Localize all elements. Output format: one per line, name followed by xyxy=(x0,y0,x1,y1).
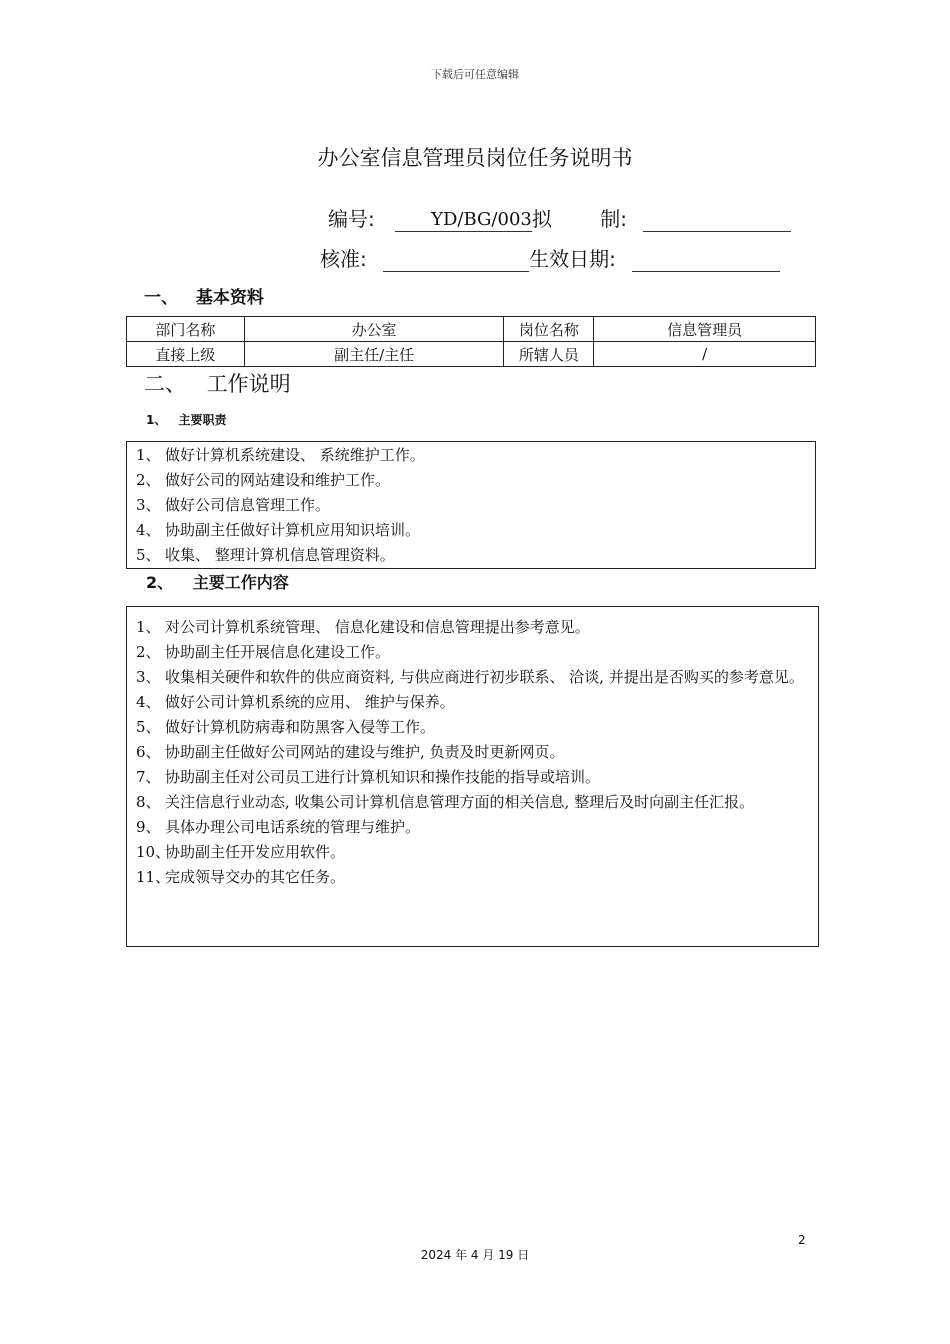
header-note: 下载后可任意编辑 xyxy=(431,68,519,81)
section2-number: 二、 xyxy=(144,372,186,396)
list-item-number: 11、 xyxy=(136,868,171,886)
approve-label: 核准: xyxy=(320,247,367,271)
list-item-number: 5、 xyxy=(136,546,161,564)
list-item-text: 具体办理公司电话系统的管理与维护。 xyxy=(165,818,421,836)
list-item xyxy=(127,518,815,543)
list-item-text: 做好公司计算机系统的应用、 维护与保养。 xyxy=(165,693,455,711)
list-item xyxy=(127,615,810,640)
section1-title: 基本资料 xyxy=(195,288,264,308)
document-title: 办公室信息管理员岗位任务说明书 xyxy=(317,146,633,170)
list-item xyxy=(127,765,810,790)
list-item xyxy=(127,493,815,518)
duties-number: 1、 xyxy=(146,413,167,427)
draft-label: 拟 xyxy=(531,207,552,231)
list-item-number: 1、 xyxy=(136,618,161,636)
list-item-number: 2、 xyxy=(136,471,161,489)
code-underline-lead xyxy=(395,209,431,232)
list-item-text: 做好公司信息管理工作。 xyxy=(165,496,331,514)
list-item xyxy=(127,740,810,765)
list-item-text: 协助副主任做好计算机应用知识培训。 xyxy=(165,521,421,539)
table-cell: 信息管理员 xyxy=(594,317,816,342)
approve-underline xyxy=(383,249,529,272)
list-item xyxy=(127,790,810,815)
contents-number: 2、 xyxy=(146,573,174,592)
section2-heading xyxy=(144,368,291,398)
draft-underline xyxy=(643,209,791,232)
list-item-text: 关注信息行业动态, 收集公司计算机信息管理方面的相关信息, 整理后及时向副主任汇报。 xyxy=(165,793,755,811)
list-item-number: 2、 xyxy=(136,643,161,661)
effective-label: 生效日期: xyxy=(529,247,616,271)
table-cell: 办公室 xyxy=(244,317,504,342)
list-item xyxy=(127,443,815,468)
table-cell: 所辖人员 xyxy=(504,342,594,367)
meta-approve-row xyxy=(320,243,780,272)
page-number: 2 xyxy=(798,1233,806,1247)
table-cell: 部门名称 xyxy=(127,317,245,342)
list-item-number: 8、 xyxy=(136,793,161,811)
duties-title: 主要职责 xyxy=(178,413,227,427)
basic-info-table xyxy=(126,316,816,367)
list-item xyxy=(127,468,815,493)
section1-heading xyxy=(144,283,264,308)
list-item xyxy=(127,715,810,740)
list-item-number: 1、 xyxy=(136,446,161,464)
contents-title: 主要工作内容 xyxy=(192,573,289,592)
list-item-number: 7、 xyxy=(136,768,161,786)
list-item-text: 收集相关硬件和软件的供应商资料, 与供应商进行初步联系、 洽谈, 并提出是否购买的参考意见。 xyxy=(165,668,804,686)
code-label: 编号: xyxy=(328,207,375,231)
list-item-number: 9、 xyxy=(136,818,161,836)
list-item-number: 4、 xyxy=(136,521,161,539)
list-item-text: 协助副主任对公司员工进行计算机知识和操作技能的指导或培训。 xyxy=(165,768,601,786)
list-item-number: 4、 xyxy=(136,693,161,711)
section1-number: 一、 xyxy=(144,288,178,308)
table-cell: 直接上级 xyxy=(127,342,245,367)
list-item xyxy=(127,840,810,865)
section2-title: 工作说明 xyxy=(206,372,291,396)
footer-date: 2024 年 4 月 19 日 xyxy=(420,1248,530,1262)
list-item xyxy=(127,690,810,715)
list-item-number: 3、 xyxy=(136,496,161,514)
list-item xyxy=(127,865,810,890)
list-item-number: 6、 xyxy=(136,743,161,761)
list-item-text: 做好计算机系统建设、 系统维护工作。 xyxy=(165,446,425,464)
list-item-number: 10、 xyxy=(136,843,171,861)
list-item-number: 5、 xyxy=(136,718,161,736)
code-value: YD/BG/003 xyxy=(431,209,532,230)
list-item-text: 对公司计算机系统管理、 信息化建设和信息管理提出参考意见。 xyxy=(165,618,590,636)
list-item-text: 协助副主任开展信息化建设工作。 xyxy=(165,643,391,661)
table-cell: / xyxy=(594,342,816,367)
table-cell: 副主任/主任 xyxy=(244,342,504,367)
list-item-text: 协助副主任开发应用软件。 xyxy=(165,843,346,861)
list-item xyxy=(127,815,810,840)
duties-subheading xyxy=(146,411,227,428)
list-item xyxy=(127,640,810,665)
contents-subheading xyxy=(146,570,289,593)
list-item-text: 收集、 整理计算机信息管理资料。 xyxy=(165,546,395,564)
meta-code-row xyxy=(328,203,791,232)
list-item-text: 协助副主任做好公司网站的建设与维护, 负责及时更新网页。 xyxy=(165,743,565,761)
list-item xyxy=(127,543,815,568)
table-row xyxy=(127,317,816,342)
contents-box xyxy=(126,606,819,947)
table-row xyxy=(127,342,816,367)
list-item xyxy=(127,665,810,690)
duties-box xyxy=(126,441,816,569)
effective-underline xyxy=(632,249,780,272)
list-item-text: 做好公司的网站建设和维护工作。 xyxy=(165,471,391,489)
list-item-text: 完成领导交办的其它任务。 xyxy=(165,868,346,886)
list-item-text: 做好计算机防病毒和防黑客入侵等工作。 xyxy=(165,718,436,736)
draft-label-2: 制: xyxy=(600,207,627,231)
table-cell: 岗位名称 xyxy=(504,317,594,342)
list-item-number: 3、 xyxy=(136,668,161,686)
